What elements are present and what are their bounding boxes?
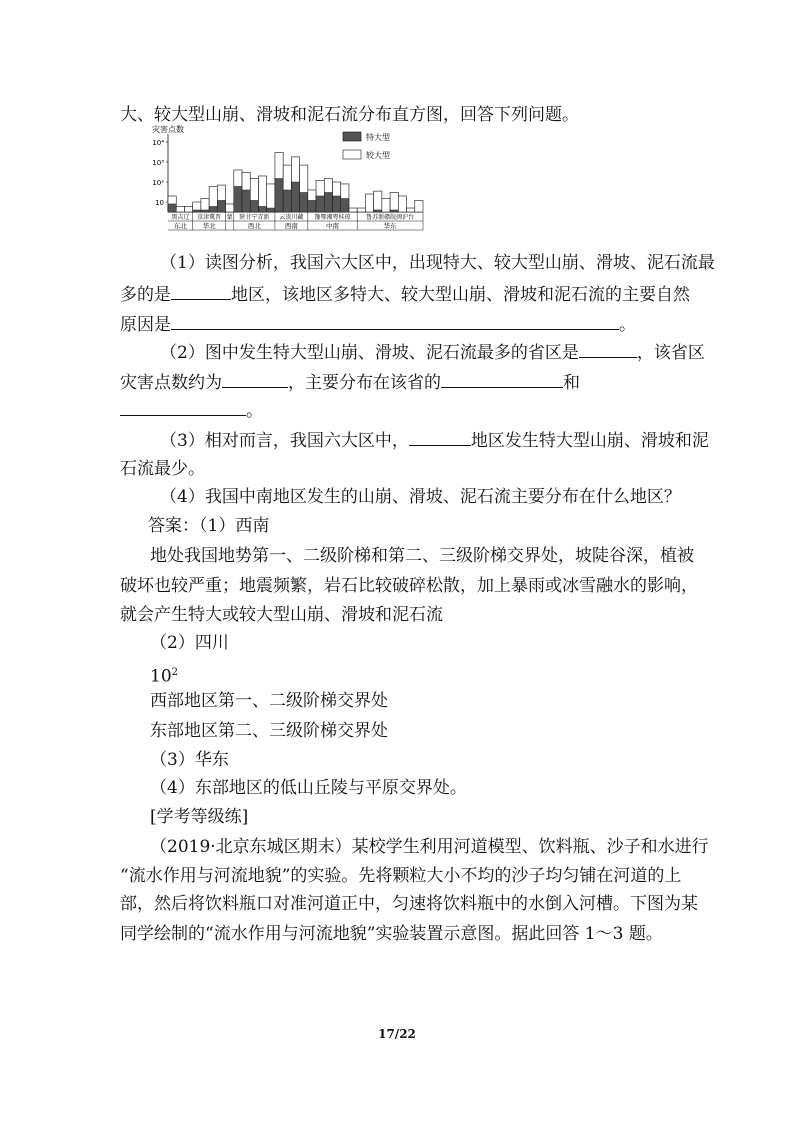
province-label: 蒙 bbox=[226, 214, 233, 221]
passage-line-1: （2019·北京东城区期末）某校学生利用河道模型、饮料瓶、沙子和水进行 bbox=[150, 837, 709, 857]
intro-text: 大、较大型山崩、滑坡和泥石流分布直方图，回答下列问题。 bbox=[120, 105, 579, 125]
bar-severe bbox=[374, 210, 382, 212]
y-tick-label: 10 bbox=[155, 199, 164, 207]
legend-swatch-large bbox=[343, 150, 361, 159]
y-tick-label: 10³ bbox=[152, 159, 164, 167]
q2-blank-count[interactable] bbox=[222, 371, 288, 388]
bar-severe bbox=[283, 190, 291, 212]
q2-a1: （2）图中发生特大型山崩、滑坡、泥石流最多的省区是 bbox=[160, 343, 579, 363]
region-label: 东北 bbox=[173, 222, 187, 230]
province-label: 云贵川藏 bbox=[279, 214, 304, 221]
bar-severe bbox=[234, 186, 242, 212]
bar-severe bbox=[201, 210, 209, 212]
bar-large bbox=[226, 204, 234, 212]
bar-severe bbox=[217, 200, 225, 212]
bar-severe bbox=[324, 192, 332, 212]
x-axis-labels bbox=[168, 212, 423, 230]
bar-severe bbox=[316, 196, 324, 212]
answer-4: （4）东部地区的低山丘陵与平原交界处。 bbox=[150, 778, 467, 798]
q2-c: 。 bbox=[246, 401, 263, 421]
bar-large bbox=[382, 198, 390, 212]
answer-1b: 破坏也较严重；地震频繁，岩石比较破碎松散，加上暴雨或冰雪融水的影响， bbox=[120, 576, 698, 596]
bar-severe bbox=[258, 206, 266, 212]
province-label: 黑吉辽 bbox=[171, 214, 190, 221]
bar-severe bbox=[209, 206, 217, 212]
q1-c1: 原因是 bbox=[120, 315, 171, 335]
passage-line-3: 部，然后将饮料瓶口对准河道正中，匀速将饮料瓶中的水倒入河槽。下图为某 bbox=[120, 894, 698, 914]
bar-severe bbox=[267, 208, 275, 212]
q2-blank-province[interactable] bbox=[579, 341, 637, 358]
answer-2-east: 东部地区第二、三级阶梯交界处 bbox=[150, 721, 388, 741]
answer-1c: 就会产生特大或较大型山崩、滑坡和泥石流 bbox=[120, 605, 443, 625]
q1-c2: 。 bbox=[619, 315, 636, 335]
bar-large bbox=[398, 196, 406, 212]
bar-chart bbox=[148, 124, 448, 244]
bar-severe bbox=[341, 198, 349, 212]
q2-a2: ，该省区 bbox=[636, 343, 705, 363]
bar-severe bbox=[390, 210, 398, 212]
q2-blank-area1[interactable] bbox=[441, 371, 563, 388]
region-label: 华北 bbox=[202, 222, 216, 230]
bar-severe bbox=[242, 190, 250, 212]
bar-large bbox=[390, 192, 398, 212]
q2-line-a bbox=[160, 341, 705, 364]
passage-line-4: 同学绘制的“流水作用与河流地貌”实验装置示意图。据此回答 1～3 题。 bbox=[120, 924, 663, 944]
bar-large bbox=[184, 206, 192, 212]
q2-line-c bbox=[120, 399, 263, 422]
answer-2: （2）四川 bbox=[150, 633, 229, 653]
bar-large bbox=[374, 191, 382, 212]
bar-severe bbox=[291, 182, 299, 212]
q1-line-a: （1）读图分析，我国六大区中，出现特大、较大型山崩、滑坡、泥石流最 bbox=[160, 253, 715, 273]
q1-line-b bbox=[120, 283, 690, 306]
q2-blank-area2[interactable] bbox=[120, 399, 246, 416]
answer-1a: 地处我国地势第一、二级阶梯和第二、三级阶梯交界处，坡陡谷深，植被 bbox=[150, 546, 694, 566]
legend-label-large: 较大型 bbox=[366, 151, 390, 160]
answer-2-west: 西部地区第一、二级阶梯交界处 bbox=[150, 691, 388, 711]
q3-a1: （3）相对而言，我国六大区中， bbox=[160, 431, 409, 451]
bar-severe bbox=[333, 196, 341, 212]
bar-large bbox=[415, 200, 423, 212]
y-tick-label: 10² bbox=[152, 179, 164, 187]
province-label: 豫鄂湘粤桂琼 bbox=[314, 214, 351, 221]
q2-b1: 灾害点数约为 bbox=[120, 373, 222, 393]
bar-severe bbox=[308, 200, 316, 212]
answer-3: （3）华东 bbox=[150, 750, 229, 770]
bar-large bbox=[349, 208, 357, 212]
q2-b2: ，主要分布在该省的 bbox=[288, 373, 441, 393]
passage-line-2: “流水作用与河流地貌”的实验。先将颗粒大小不均的沙子均匀铺在河道的上 bbox=[120, 866, 682, 886]
bar-severe bbox=[300, 192, 308, 212]
q2-line-b bbox=[120, 371, 580, 394]
q3-a2: 地区发生特大型山崩、滑坡和泥 bbox=[470, 431, 709, 451]
bars bbox=[168, 152, 423, 212]
bar-severe bbox=[193, 210, 201, 212]
q1-b1: 多的是 bbox=[120, 285, 171, 305]
bar-severe bbox=[275, 178, 283, 212]
legend-swatch-severe bbox=[343, 132, 361, 141]
bar-large bbox=[407, 208, 415, 212]
legend-label-severe: 特大型 bbox=[366, 133, 390, 142]
legend bbox=[343, 132, 390, 160]
region-label: 西南 bbox=[284, 222, 298, 230]
region-label: 西北 bbox=[247, 222, 261, 230]
q2-b3: 和 bbox=[563, 373, 580, 393]
q1-blank-reason[interactable] bbox=[171, 313, 619, 330]
answer-head: 答案：（1）西南 bbox=[148, 516, 270, 536]
q1-line-c bbox=[120, 313, 636, 336]
region-label: 中南 bbox=[326, 222, 340, 230]
page-number: 17/22 bbox=[378, 1027, 416, 1041]
y-axis-label: 灾害点数 bbox=[152, 125, 184, 134]
q3-blank-region[interactable] bbox=[409, 429, 471, 446]
y-tick-label: 10⁴ bbox=[152, 139, 164, 147]
q3-line-a bbox=[160, 429, 709, 452]
q1-b2: 地区，该地区多特大、较大型山崩、滑坡和泥石流的主要自然 bbox=[231, 285, 690, 305]
bar-large bbox=[176, 206, 184, 212]
section-heading: [学考等级练] bbox=[150, 807, 249, 827]
province-label: 鲁苏浙赣皖闽沪台 bbox=[366, 214, 415, 221]
region-label: 华东 bbox=[383, 222, 397, 230]
answer-2-value bbox=[150, 662, 178, 688]
bar-severe bbox=[250, 200, 258, 212]
q1-blank-region[interactable] bbox=[171, 283, 231, 300]
province-label: 陕甘宁青新 bbox=[239, 214, 270, 221]
bar-severe bbox=[168, 204, 176, 212]
province-label: 京津冀晋 bbox=[197, 214, 222, 221]
answer-2-base: 10 bbox=[150, 666, 172, 687]
bar-large bbox=[267, 184, 275, 212]
q4-line: （4）我国中南地区发生的山崩、滑坡、泥石流主要分布在什么地区？ bbox=[160, 487, 681, 507]
q3-line-b: 石流最少。 bbox=[120, 459, 205, 479]
bar-large bbox=[357, 208, 365, 212]
answer-2-exp: 2 bbox=[171, 667, 179, 678]
bar-large bbox=[365, 194, 373, 212]
